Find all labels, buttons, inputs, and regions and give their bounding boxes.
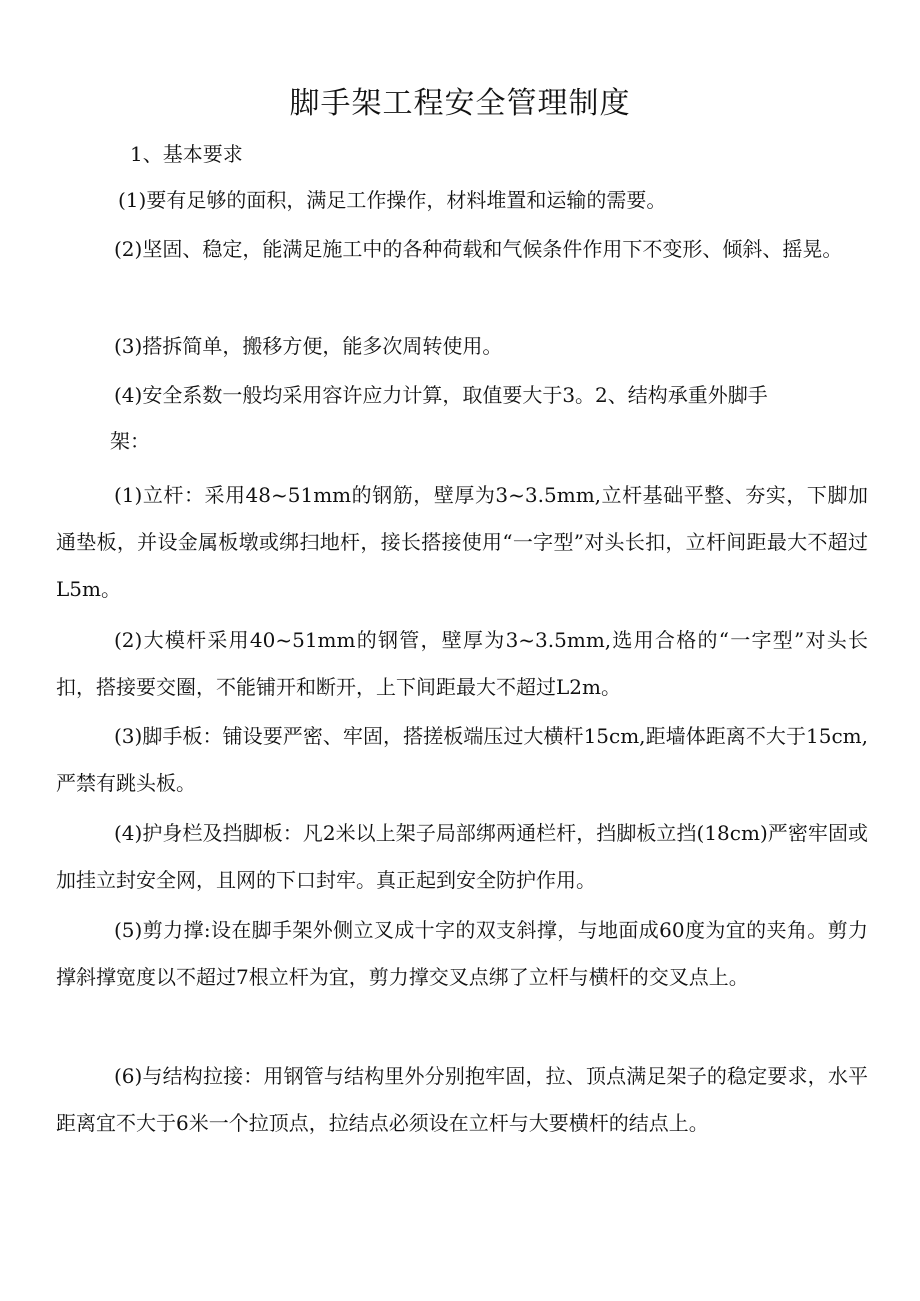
paragraph-structure-1-upright-pole: (1)立杆：采用48~51mm的钢筋，壁厚为3~3.5mm,立杆基础平整、夯实，下脚加通垫板，并设金属板墩或绑扫地杆，接长搭接使用“一字型”对头长扣，立杆间距最大不超过L5m。: [56, 483, 868, 601]
paragraph-requirement-2: (2)坚固、稳定，能满足施工中的各种荷载和气候条件作用下不变形、倾斜、摇晃。: [114, 237, 843, 261]
paragraph-requirement-1: (1)要有足够的面积，满足工作操作，材料堆置和运输的需要。: [118, 188, 667, 212]
paragraph-structure-6-tie-connection: (6)与结构拉接：用钢管与结构里外分别抱牢固，拉、顶点满足架子的稳定要求，水平距离宜不大于6米一个拉顶点，拉结点必须设在立杆与大要横杆的结点上。: [56, 1064, 868, 1135]
paragraph-structure-2-large-crossbar: (2)大模杆采用40~51mm的钢管，壁厚为3~3.5mm,选用合格的“一字型”对头长扣，搭接要交圈，不能铺开和断开，上下间距最大不超过L2m。: [56, 628, 868, 699]
paragraph-structure-5-cross-bracing: (5)剪力撑:设在脚手架外侧立叉成十字的双支斜撑，与地面成60度为宜的夹角。剪力撑斜撑宽度以不超过7根立杆为宜，剪力撑交叉点绑了立杆与横杆的交叉点上。: [56, 918, 868, 989]
page-title: 脚手架工程安全管理制度: [289, 86, 631, 121]
section-heading-basic-requirements: 1、基本要求: [130, 142, 243, 166]
paragraph-requirement-4: (4)安全系数一般均采用容许应力计算，取值要大于3。2、结构承重外脚手: [114, 383, 768, 407]
paragraph-structure-4-guardrail: (4)护身栏及挡脚板：凡2米以上架子局部绑两通栏杆，挡脚板立挡(18cm)严密牢固或加挂立封安全网，且网的下口封牢。真正起到安全防护作用。: [56, 821, 868, 892]
paragraph-requirement-3: (3)搭拆简单，搬移方便，能多次周转使用。: [114, 334, 503, 358]
paragraph-structure-3-scaffold-board: (3)脚手板：铺设要严密、牢固，搭搓板端压过大横杆15cm,距墙体距离不大于15cm,严禁有跳头板。: [56, 724, 868, 795]
paragraph-requirement-4-continued: 架：: [110, 429, 150, 453]
